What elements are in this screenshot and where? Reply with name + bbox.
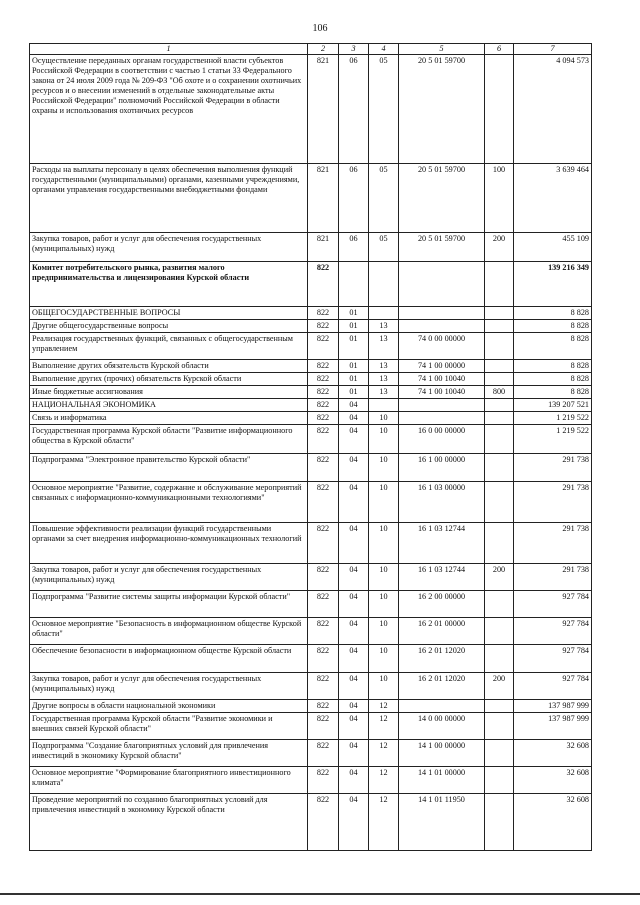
target-article-cell: 16 2 01 00000 xyxy=(399,618,485,645)
section-code-cell: 04 xyxy=(339,564,369,591)
target-article-cell: 74 1 00 10040 xyxy=(399,386,485,399)
amount-cell: 455 109 xyxy=(514,233,592,262)
table-row xyxy=(30,233,592,262)
subsection-code-cell: 10 xyxy=(369,673,399,700)
table-row xyxy=(30,700,592,713)
expense-type-cell: 200 xyxy=(485,673,514,700)
table-row xyxy=(30,767,592,794)
subsection-code-cell: 10 xyxy=(369,591,399,618)
subsection-code-cell: 12 xyxy=(369,713,399,740)
target-article-cell: 14 0 00 00000 xyxy=(399,713,485,740)
table-row xyxy=(30,618,592,645)
expense-type-cell xyxy=(485,618,514,645)
amount-cell: 927 784 xyxy=(514,591,592,618)
department-code-cell: 822 xyxy=(308,645,339,673)
subsection-code-cell: 10 xyxy=(369,645,399,673)
subsection-code-cell xyxy=(369,399,399,412)
expense-name-cell: Основное мероприятие "Безопасность в информационном обществе Курской области" xyxy=(30,618,308,645)
table-row xyxy=(30,673,592,700)
section-code-cell: 01 xyxy=(339,360,369,373)
expense-name-cell: Осуществление переданных органам государственной власти субъектов Российской Федерации в соответствии с частью 1 статьи 33 Федерального закона от 24 июля 2009 года № 209-ФЗ "Об охоте и о сохранении охотничьих ресурсов и о внесении изменений в отдельные законодательные акты Российской Федерации" полномочий Российской Федерации в области охраны и использования охотничьих ресурсов xyxy=(30,55,308,164)
department-code-cell: 821 xyxy=(308,55,339,164)
target-article-cell: 16 1 03 00000 xyxy=(399,482,485,523)
amount-cell: 4 094 573 xyxy=(514,55,592,164)
subsection-code-cell: 05 xyxy=(369,55,399,164)
table-row xyxy=(30,794,592,851)
subsection-code-cell: 13 xyxy=(369,386,399,399)
expense-name-cell: Комитет потребительского рынка, развития малого предпринимательства и лицензирования Курской области xyxy=(30,262,308,307)
table-row xyxy=(30,262,592,307)
subsection-code-cell: 13 xyxy=(369,373,399,386)
subsection-code-cell: 13 xyxy=(369,333,399,360)
table-row xyxy=(30,399,592,412)
expense-name-cell: Закупка товаров, работ и услуг для обеспечения государственных (муниципальных) нужд xyxy=(30,564,308,591)
department-code-cell: 822 xyxy=(308,454,339,482)
expense-type-cell xyxy=(485,399,514,412)
table-row xyxy=(30,425,592,454)
subsection-code-cell xyxy=(369,307,399,320)
expense-name-cell: Закупка товаров, работ и услуг для обеспечения государственных (муниципальных) нужд xyxy=(30,233,308,262)
expense-type-cell xyxy=(485,320,514,333)
expense-name-cell: Другие общегосударственные вопросы xyxy=(30,320,308,333)
amount-cell: 291 738 xyxy=(514,454,592,482)
target-article-cell: 74 1 00 00000 xyxy=(399,360,485,373)
table-row xyxy=(30,740,592,767)
department-code-cell: 822 xyxy=(308,591,339,618)
table-row xyxy=(30,645,592,673)
amount-cell: 3 639 464 xyxy=(514,164,592,233)
amount-cell: 927 784 xyxy=(514,618,592,645)
expense-type-cell xyxy=(485,591,514,618)
amount-cell: 8 828 xyxy=(514,360,592,373)
expense-name-cell: Подпрограмма "Электронное правительство Курской области" xyxy=(30,454,308,482)
expense-type-cell xyxy=(485,360,514,373)
target-article-cell: 14 1 00 00000 xyxy=(399,740,485,767)
amount-cell: 137 987 999 xyxy=(514,713,592,740)
target-article-cell: 20 5 01 59700 xyxy=(399,55,485,164)
department-code-cell: 822 xyxy=(308,700,339,713)
department-code-cell: 822 xyxy=(308,360,339,373)
subsection-code-cell: 10 xyxy=(369,454,399,482)
department-code-cell: 822 xyxy=(308,425,339,454)
section-code-cell: 04 xyxy=(339,454,369,482)
expense-name-cell: Основное мероприятие "Развитие, содержание и обслуживание мероприятий связанных с информационно-коммуникационными технологиями" xyxy=(30,482,308,523)
department-code-cell: 822 xyxy=(308,386,339,399)
column-number: 3 xyxy=(339,44,369,55)
table-row xyxy=(30,482,592,523)
expense-name-cell: Выполнение других (прочих) обязательств Курской области xyxy=(30,373,308,386)
expense-name-cell: Государственная программа Курской области "Развитие информационного общества в Курской области" xyxy=(30,425,308,454)
target-article-cell: 14 1 01 11950 xyxy=(399,794,485,851)
subsection-code-cell: 10 xyxy=(369,412,399,425)
department-code-cell: 821 xyxy=(308,164,339,233)
amount-cell: 927 784 xyxy=(514,673,592,700)
expense-name-cell: Основное мероприятие "Формирование благоприятного инвестиционного климата" xyxy=(30,767,308,794)
target-article-cell: 16 1 03 12744 xyxy=(399,564,485,591)
subsection-code-cell: 05 xyxy=(369,164,399,233)
expense-name-cell: Подпрограмма "Развитие системы защиты информации Курской области" xyxy=(30,591,308,618)
expense-type-cell xyxy=(485,523,514,564)
target-article-cell: 74 0 00 00000 xyxy=(399,333,485,360)
department-code-cell: 822 xyxy=(308,307,339,320)
expense-name-cell: ОБЩЕГОСУДАРСТВЕННЫЕ ВОПРОСЫ xyxy=(30,307,308,320)
expense-name-cell: Иные бюджетные ассигнования xyxy=(30,386,308,399)
column-number: 7 xyxy=(514,44,592,55)
target-article-cell: 20 5 01 59700 xyxy=(399,233,485,262)
department-code-cell: 822 xyxy=(308,673,339,700)
department-code-cell: 822 xyxy=(308,320,339,333)
expense-type-cell xyxy=(485,55,514,164)
section-code-cell: 04 xyxy=(339,482,369,523)
expense-type-cell: 200 xyxy=(485,233,514,262)
subsection-code-cell: 12 xyxy=(369,740,399,767)
amount-cell: 139 207 521 xyxy=(514,399,592,412)
section-code-cell: 04 xyxy=(339,591,369,618)
subsection-code-cell: 13 xyxy=(369,320,399,333)
amount-cell: 8 828 xyxy=(514,320,592,333)
amount-cell: 8 828 xyxy=(514,386,592,399)
expense-name-cell: Связь и информатика xyxy=(30,412,308,425)
department-code-cell: 822 xyxy=(308,333,339,360)
expense-name-cell: Проведение мероприятий по созданию благоприятных условий для привлечения инвестиций в экономику Курской области xyxy=(30,794,308,851)
page-number: 106 xyxy=(312,23,328,34)
amount-cell: 291 738 xyxy=(514,523,592,564)
table-row xyxy=(30,320,592,333)
department-code-cell: 822 xyxy=(308,713,339,740)
subsection-code-cell xyxy=(369,262,399,307)
table-row xyxy=(30,713,592,740)
subsection-code-cell: 10 xyxy=(369,523,399,564)
table-row xyxy=(30,564,592,591)
table-row xyxy=(30,386,592,399)
expense-name-cell: НАЦИОНАЛЬНАЯ ЭКОНОМИКА xyxy=(30,399,308,412)
table-body xyxy=(30,55,592,851)
target-article-cell xyxy=(399,412,485,425)
table-row xyxy=(30,523,592,564)
section-code-cell: 04 xyxy=(339,618,369,645)
target-article-cell: 16 2 01 12020 xyxy=(399,673,485,700)
section-code-cell: 06 xyxy=(339,233,369,262)
department-code-cell: 822 xyxy=(308,262,339,307)
target-article-cell: 16 1 03 12744 xyxy=(399,523,485,564)
target-article-cell xyxy=(399,700,485,713)
expense-type-cell: 800 xyxy=(485,386,514,399)
column-number: 1 xyxy=(30,44,308,55)
target-article-cell: 74 1 00 10040 xyxy=(399,373,485,386)
amount-cell: 1 219 522 xyxy=(514,425,592,454)
target-article-cell: 16 2 00 00000 xyxy=(399,591,485,618)
subsection-code-cell: 10 xyxy=(369,618,399,645)
budget-table xyxy=(29,43,592,851)
table-row xyxy=(30,412,592,425)
expense-type-cell xyxy=(485,645,514,673)
expense-name-cell: Обеспечение безопасности в информационном обществе Курской области xyxy=(30,645,308,673)
section-code-cell: 04 xyxy=(339,399,369,412)
section-code-cell: 04 xyxy=(339,713,369,740)
table-row xyxy=(30,373,592,386)
column-number: 4 xyxy=(369,44,399,55)
target-article-cell xyxy=(399,307,485,320)
column-number: 6 xyxy=(485,44,514,55)
section-code-cell: 04 xyxy=(339,700,369,713)
expense-type-cell xyxy=(485,307,514,320)
amount-cell: 139 216 349 xyxy=(514,262,592,307)
target-article-cell: 16 2 01 12020 xyxy=(399,645,485,673)
amount-cell: 8 828 xyxy=(514,333,592,360)
subsection-code-cell: 10 xyxy=(369,425,399,454)
expense-type-cell: 200 xyxy=(485,564,514,591)
section-code-cell: 04 xyxy=(339,645,369,673)
department-code-cell: 822 xyxy=(308,412,339,425)
department-code-cell: 822 xyxy=(308,767,339,794)
subsection-code-cell: 12 xyxy=(369,700,399,713)
expense-type-cell xyxy=(485,482,514,523)
expense-type-cell xyxy=(485,425,514,454)
subsection-code-cell: 10 xyxy=(369,482,399,523)
subsection-code-cell: 05 xyxy=(369,233,399,262)
expense-name-cell: Другие вопросы в области национальной экономики xyxy=(30,700,308,713)
section-code-cell: 06 xyxy=(339,164,369,233)
expense-type-cell xyxy=(485,767,514,794)
department-code-cell: 822 xyxy=(308,564,339,591)
expense-type-cell xyxy=(485,333,514,360)
department-code-cell: 822 xyxy=(308,482,339,523)
department-code-cell: 821 xyxy=(308,233,339,262)
target-article-cell: 14 1 01 00000 xyxy=(399,767,485,794)
expense-type-cell xyxy=(485,373,514,386)
expense-name-cell: Выполнение других обязательств Курской области xyxy=(30,360,308,373)
subsection-code-cell: 12 xyxy=(369,794,399,851)
amount-cell: 1 219 522 xyxy=(514,412,592,425)
amount-cell: 32 608 xyxy=(514,794,592,851)
subsection-code-cell: 13 xyxy=(369,360,399,373)
target-article-cell: 20 5 01 59700 xyxy=(399,164,485,233)
section-code-cell: 04 xyxy=(339,673,369,700)
department-code-cell: 822 xyxy=(308,740,339,767)
target-article-cell: 16 1 00 00000 xyxy=(399,454,485,482)
section-code-cell: 04 xyxy=(339,794,369,851)
expense-name-cell: Повышение эффективности реализации функций государственными органами за счет внедрения информационно-коммуникационных технологий xyxy=(30,523,308,564)
department-code-cell: 822 xyxy=(308,399,339,412)
amount-cell: 32 608 xyxy=(514,767,592,794)
expense-name-cell: Подпрограмма "Создание благоприятных условий для привлечения инвестиций в экономику Курской области" xyxy=(30,740,308,767)
section-code-cell: 01 xyxy=(339,320,369,333)
section-code-cell xyxy=(339,262,369,307)
expense-type-cell xyxy=(485,740,514,767)
expense-name-cell: Закупка товаров, работ и услуг для обеспечения государственных (муниципальных) нужд xyxy=(30,673,308,700)
section-code-cell: 04 xyxy=(339,523,369,564)
amount-cell: 32 608 xyxy=(514,740,592,767)
section-code-cell: 04 xyxy=(339,412,369,425)
amount-cell: 927 784 xyxy=(514,645,592,673)
table-row xyxy=(30,454,592,482)
expense-name-cell: Реализация государственных функций, связанных с общегосударственным управлением xyxy=(30,333,308,360)
target-article-cell: 16 0 00 00000 xyxy=(399,425,485,454)
expense-type-cell xyxy=(485,454,514,482)
table-row xyxy=(30,360,592,373)
amount-cell: 137 987 999 xyxy=(514,700,592,713)
column-number: 2 xyxy=(308,44,339,55)
target-article-cell xyxy=(399,320,485,333)
page-bottom-edge xyxy=(0,893,640,895)
section-code-cell: 06 xyxy=(339,55,369,164)
section-code-cell: 04 xyxy=(339,767,369,794)
section-code-cell: 01 xyxy=(339,333,369,360)
section-code-cell: 01 xyxy=(339,373,369,386)
table-row xyxy=(30,164,592,233)
amount-cell: 291 738 xyxy=(514,482,592,523)
section-code-cell: 04 xyxy=(339,425,369,454)
expense-type-cell xyxy=(485,412,514,425)
expense-type-cell xyxy=(485,700,514,713)
column-number-row xyxy=(30,44,592,55)
section-code-cell: 01 xyxy=(339,307,369,320)
expense-name-cell: Государственная программа Курской области "Развитие экономики и внешних связей Курской области" xyxy=(30,713,308,740)
expense-name-cell: Расходы на выплаты персоналу в целях обеспечения выполнения функций государственными (муниципальными) органами, казенными учреждениями, органами управления государственными внебюджетными фондами xyxy=(30,164,308,233)
department-code-cell: 822 xyxy=(308,794,339,851)
expense-type-cell: 100 xyxy=(485,164,514,233)
amount-cell: 8 828 xyxy=(514,373,592,386)
amount-cell: 291 738 xyxy=(514,564,592,591)
section-code-cell: 04 xyxy=(339,740,369,767)
column-number: 5 xyxy=(399,44,485,55)
table-row xyxy=(30,333,592,360)
expense-type-cell xyxy=(485,794,514,851)
table-row xyxy=(30,55,592,164)
table-row xyxy=(30,307,592,320)
department-code-cell: 822 xyxy=(308,373,339,386)
target-article-cell xyxy=(399,399,485,412)
section-code-cell: 01 xyxy=(339,386,369,399)
expense-type-cell xyxy=(485,262,514,307)
department-code-cell: 822 xyxy=(308,523,339,564)
target-article-cell xyxy=(399,262,485,307)
amount-cell: 8 828 xyxy=(514,307,592,320)
expense-type-cell xyxy=(485,713,514,740)
table-row xyxy=(30,591,592,618)
subsection-code-cell: 12 xyxy=(369,767,399,794)
subsection-code-cell: 10 xyxy=(369,564,399,591)
department-code-cell: 822 xyxy=(308,618,339,645)
